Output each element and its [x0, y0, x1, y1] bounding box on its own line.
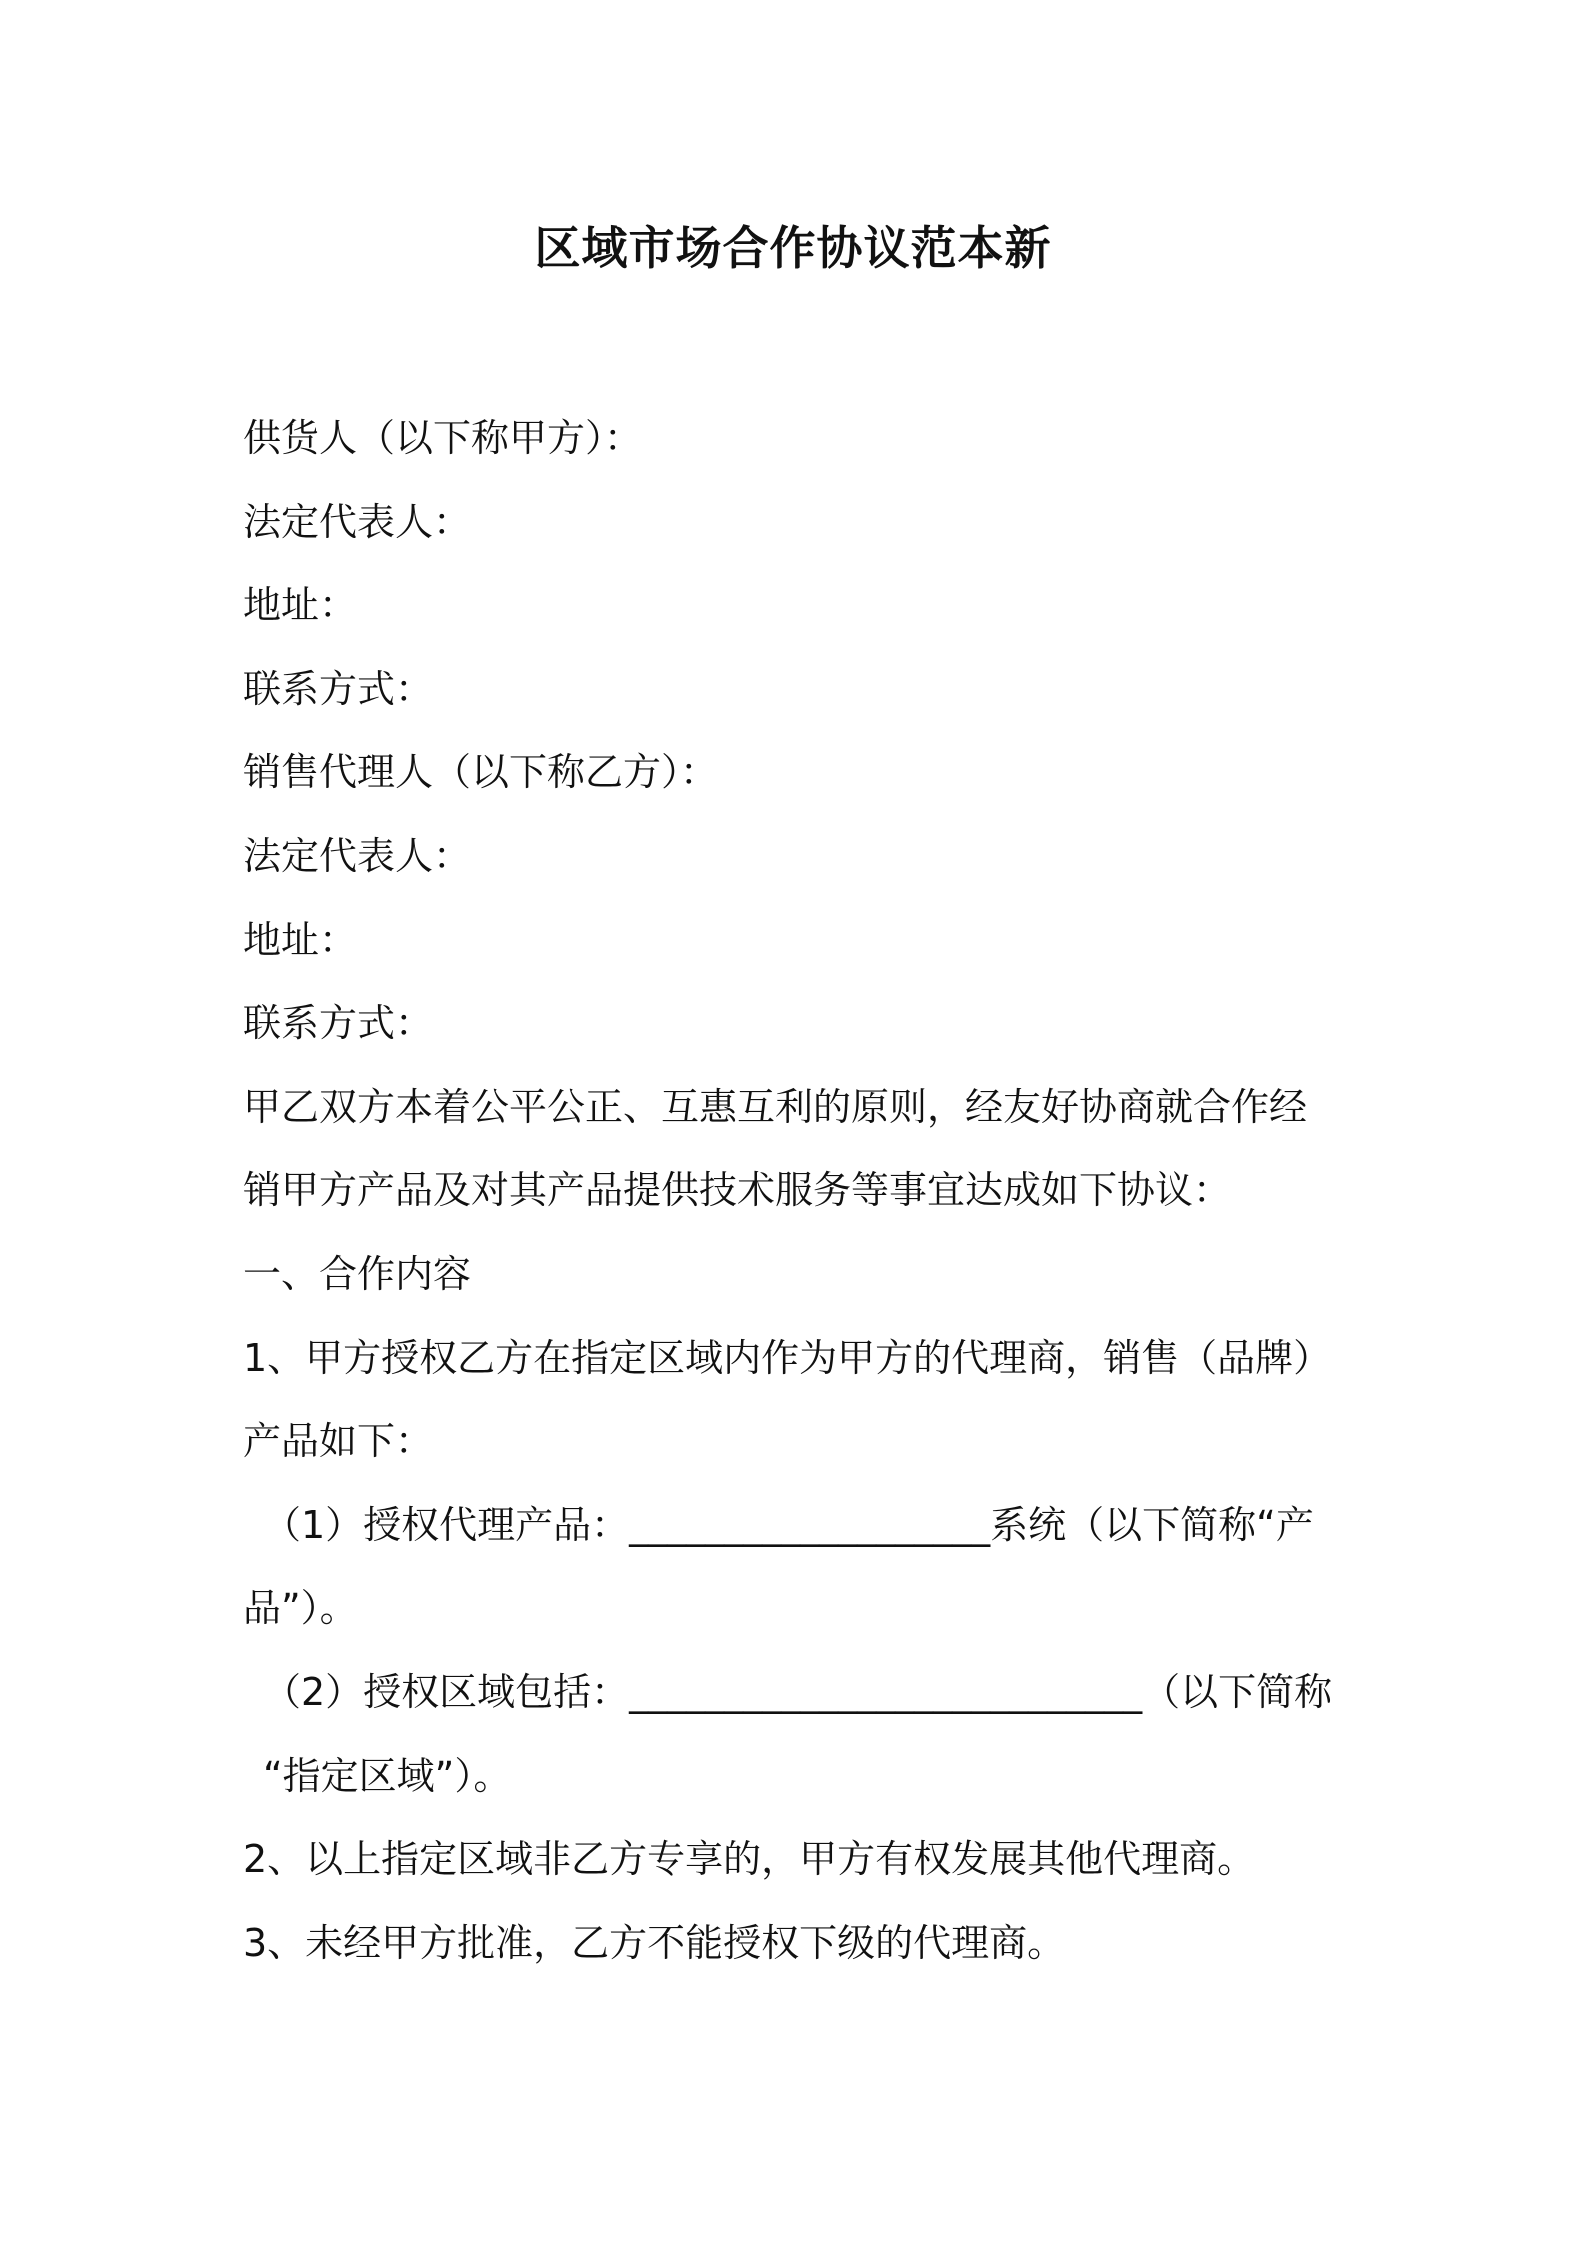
clause-1-item-2-line-1: （2）授权区域包括：___________________________（以下简称	[263, 1669, 1333, 1714]
party-b-agent-line: 销售代理人（以下称乙方）：	[243, 750, 719, 795]
clause-1-item-1-line-1: （1）授权代理产品：___________________系统（以下简称“产	[263, 1502, 1314, 1547]
party-a-contact-line: 联系方式：	[243, 666, 434, 711]
party-b-address-line: 地址：	[243, 917, 358, 962]
party-a-supplier-line: 供货人（以下称甲方）：	[243, 416, 643, 460]
document-title: 区域市场合作协议范本新	[534, 221, 1052, 275]
clause-3-line: 3、未经甲方批准，乙方不能授权下级的代理商。	[243, 1920, 1066, 1965]
clause-1-line-1: 1、甲方授权乙方在指定区域内作为甲方的代理商，销售（品牌）	[243, 1335, 1332, 1380]
preamble-line-1: 甲乙双方本着公平公正、互惠互利的原则，经友好协商就合作经	[243, 1084, 1308, 1129]
clause-2-line: 2、以上指定区域非乙方专享的，甲方有权发展其他代理商。	[243, 1837, 1256, 1882]
preamble-line-2: 销甲方产品及对其产品提供技术服务等事宜达成如下协议：	[243, 1168, 1232, 1213]
party-a-legal-rep-line: 法定代表人：	[243, 499, 472, 544]
clause-1-item-2-line-2: “指定区域”）。	[263, 1753, 512, 1798]
clause-1-line-2: 产品如下：	[243, 1419, 434, 1464]
party-b-contact-line: 联系方式：	[243, 1001, 434, 1046]
party-b-legal-rep-line: 法定代表人：	[243, 833, 472, 878]
document-body	[243, 397, 1383, 1985]
section-heading-cooperation: 一、合作内容	[243, 1251, 472, 1296]
clause-1-item-1-line-2: 品”）。	[243, 1586, 358, 1631]
party-a-address-line: 地址：	[243, 583, 358, 628]
